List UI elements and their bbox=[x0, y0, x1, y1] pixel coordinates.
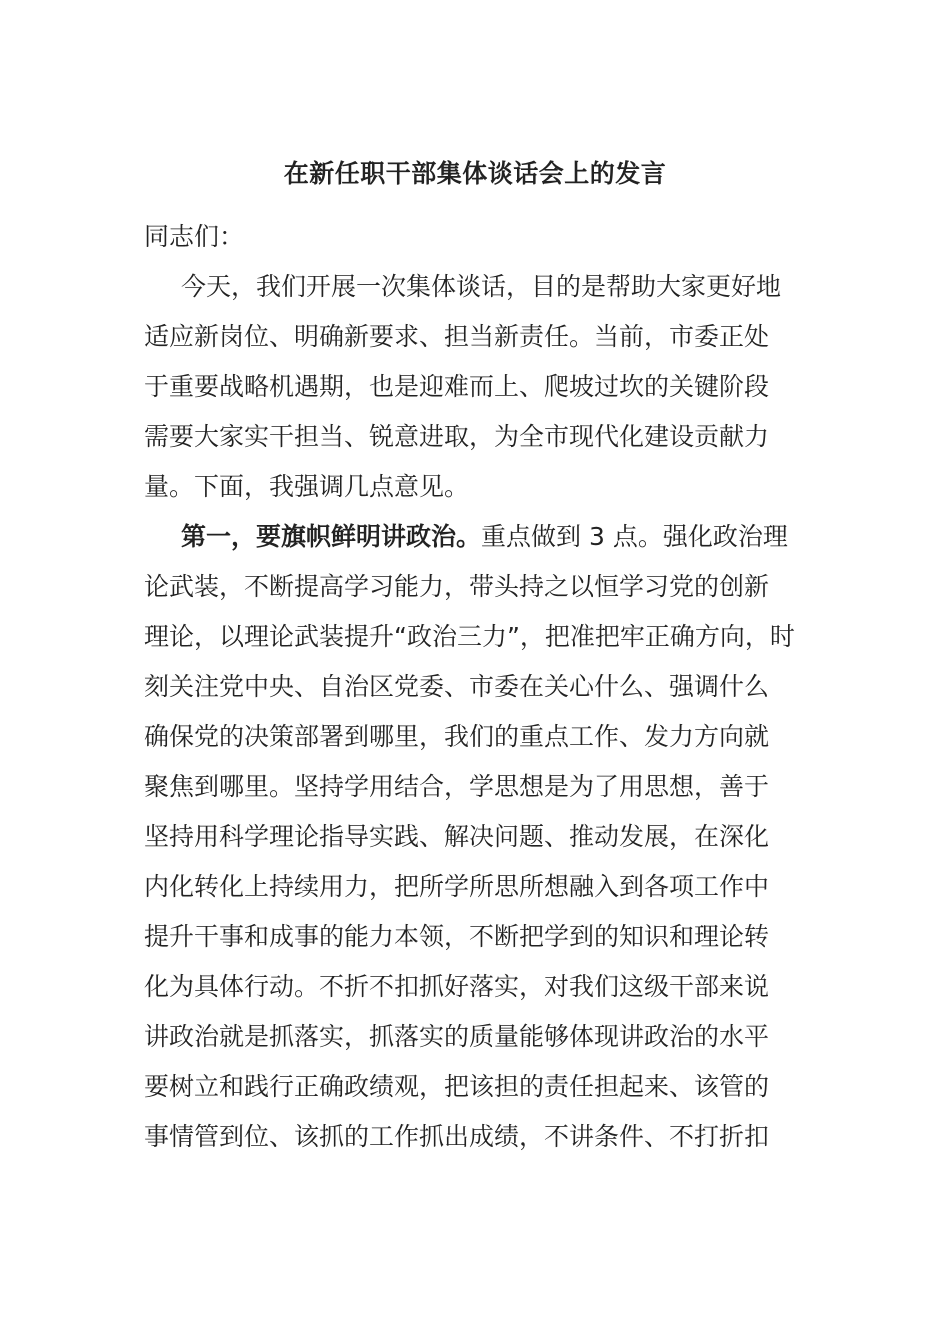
paragraph-line: 今天，我们开展一次集体谈话，目的是帮助大家更好地 bbox=[181, 272, 782, 301]
salutation-text: 同志们： bbox=[144, 222, 245, 251]
paragraph-line: 于重要战略机遇期，也是迎难而上、爬坡过坎的关键阶段 bbox=[144, 372, 770, 401]
paragraph-line: 需要大家实干担当、锐意进取，为全市现代化建设贡献力 bbox=[144, 422, 770, 451]
paragraph-line: 化为具体行动。不折不扣抓好落实，对我们这级干部来说 bbox=[144, 972, 770, 1001]
paragraph-line: 确保党的决策部署到哪里，我们的重点工作、发力方向就 bbox=[144, 722, 770, 751]
paragraph-first-point bbox=[144, 512, 808, 1162]
section-heading: 第一，要旗帜鲜明讲政治。 bbox=[181, 522, 482, 551]
paragraph-line bbox=[144, 512, 808, 562]
paragraph-line: 坚持用科学理论指导实践、解决问题、推动发展，在深化 bbox=[144, 822, 770, 851]
paragraph-line: 提升干事和成事的能力本领，不断把学到的知识和理论转 bbox=[144, 922, 770, 951]
paragraph-line: 理论，以理论武装提升“政治三力”，把准把牢正确方向，时 bbox=[144, 622, 795, 651]
paragraph-line-rest: 重点做到 3 点。强化政治理 bbox=[481, 522, 788, 551]
paragraph-line: 论武装，不断提高学习能力，带头持之以恒学习党的创新 bbox=[144, 572, 770, 601]
paragraph-intro bbox=[144, 262, 808, 512]
paragraph-line: 讲政治就是抓落实，抓落实的质量能够体现讲政治的水平 bbox=[144, 1022, 770, 1051]
paragraph-line: 适应新岗位、明确新要求、担当新责任。当前，市委正处 bbox=[144, 322, 770, 351]
paragraph-line: 事情管到位、该抓的工作抓出成绩，不讲条件、不打折扣 bbox=[144, 1122, 770, 1151]
paragraph-line: 要树立和践行正确政绩观，把该担的责任担起来、该管的 bbox=[144, 1072, 770, 1101]
paragraph-line: 量。下面，我强调几点意见。 bbox=[144, 472, 470, 501]
paragraph-line: 内化转化上持续用力，把所学所思所想融入到各项工作中 bbox=[144, 872, 770, 901]
paragraph-line: 聚焦到哪里。坚持学用结合，学思想是为了用思想，善于 bbox=[144, 772, 770, 801]
document-title: 在新任职干部集体谈话会上的发言 bbox=[283, 159, 667, 188]
salutation bbox=[144, 212, 808, 262]
paragraph-line: 刻关注党中央、自治区党委、市委在关心什么、强调什么 bbox=[144, 672, 770, 701]
